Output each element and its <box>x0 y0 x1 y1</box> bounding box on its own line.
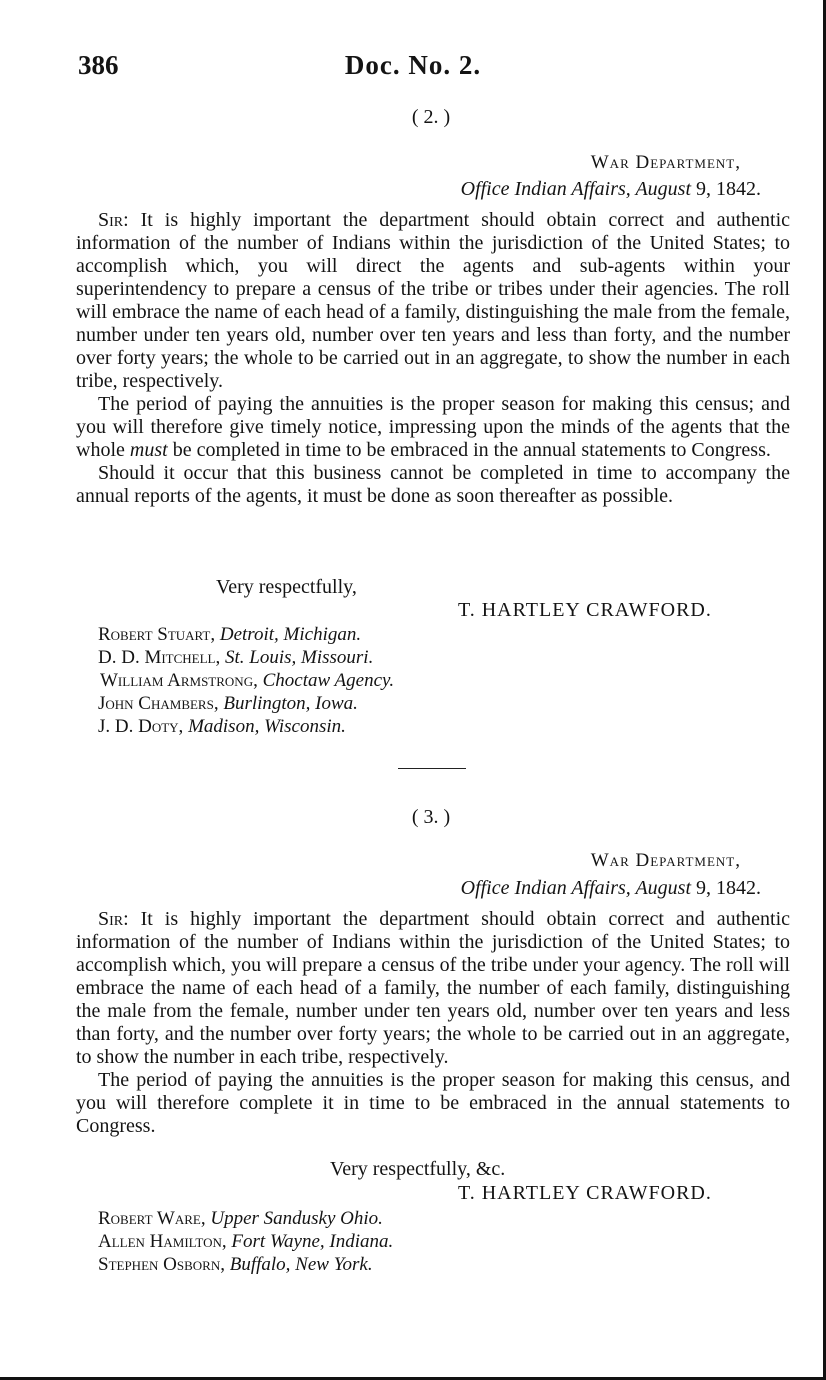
section-2-paragraph-1: Sir: It is highly important the department should obtain correct and authentic information of the number of Indians within the jurisdiction of the United States; to accomplish which, you will direct the agents and sub-agents within your superintendency to prepare a census of the tribe or tribes under their agencies. The roll will embrace the name of each head of a family, distinguishing the male from the female, number under ten years old, number over ten years and less than forty, and the number over forty years; the whole to be carried out in an aggregate, to show the number in each tribe, respectively. <box>76 209 791 392</box>
section-3-date: 9, 1842. <box>696 877 761 899</box>
addressee: Robert Stuart, Detroit, Michigan. <box>98 624 362 645</box>
section-3-office: Office Indian Affairs, August <box>460 877 691 899</box>
section-divider <box>398 768 466 769</box>
section-3-paragraph-2: The period of paying the annuities is the proper season for making this census, and you will therefore complete it in time to be embraced in the annual statements to Congress. <box>76 1069 790 1137</box>
section-2-signature: T. HARTLEY CRAWFORD. <box>458 599 712 621</box>
section-2-number: ( 2. ) <box>411 106 451 128</box>
section-3-department: War Department, <box>590 850 741 871</box>
section-2-addressees <box>98 623 394 738</box>
section-3-number: ( 3. ) <box>411 806 451 828</box>
addressee: Robert Ware, Upper Sandusky Ohio. <box>98 1208 383 1229</box>
section-3-signature: T. HARTLEY CRAWFORD. <box>458 1182 712 1204</box>
section-3-salutation: Sir: <box>98 908 129 930</box>
section-2-letter-body <box>76 209 790 508</box>
addressee: John Chambers, Burlington, Iowa. <box>98 693 358 714</box>
section-3-office-date <box>461 877 761 900</box>
addressee: J. D. Doty, Madison, Wisconsin. <box>98 716 346 737</box>
section-2-office-date <box>461 178 761 201</box>
emphasis-must: must <box>129 439 168 461</box>
section-3-closing: Very respectfully, &c. <box>330 1158 506 1180</box>
addressee: Stephen Osborn, Buffalo, New York. <box>98 1254 373 1275</box>
addressee: Allen Hamilton, Fort Wayne, Indiana. <box>98 1231 394 1252</box>
addressee: William Armstrong, Choctaw Agency. <box>100 670 395 691</box>
section-2-paragraph-3: Should it occur that this business cannot be completed in time to accompany the annual reports of the agents, it must be done as soon thereafter as possible. <box>76 462 790 507</box>
section-2-date: 9, 1842. <box>696 178 761 200</box>
section-2-office: Office Indian Affairs, August <box>460 178 691 200</box>
section-2-department: War Department, <box>590 152 741 173</box>
page-number: 386 <box>78 50 119 80</box>
section-2-closing: Very respectfully, <box>216 576 357 598</box>
section-3-paragraph-1: Sir: It is highly important the department should obtain correct and authentic information of the number of Indians within the jurisdiction of the United States; to accomplish which, you will prepare a census of the tribe under your agency. The roll will embrace the name of each head of a family, the number of each family, distinguishing the male from the female, number under ten years old, number over ten years and less than forty, and the number over forty years; the whole to be carried out in an aggregate, to show the number in each tribe, respectively. <box>76 908 791 1068</box>
section-2-paragraph-2: The period of paying the annuities is the proper season for making this census; and you will therefore give timely notice, impressing upon the minds of the agents that the whole must be completed in time to be embraced in the annual statements to Congress. <box>76 393 790 461</box>
running-title: Doc. No. 2. <box>344 50 482 80</box>
section-3-addressees <box>98 1207 393 1276</box>
section-3-letter-body <box>76 908 790 1138</box>
section-2-salutation: Sir: <box>98 209 129 231</box>
addressee: D. D. Mitchell, St. Louis, Missouri. <box>98 647 374 668</box>
